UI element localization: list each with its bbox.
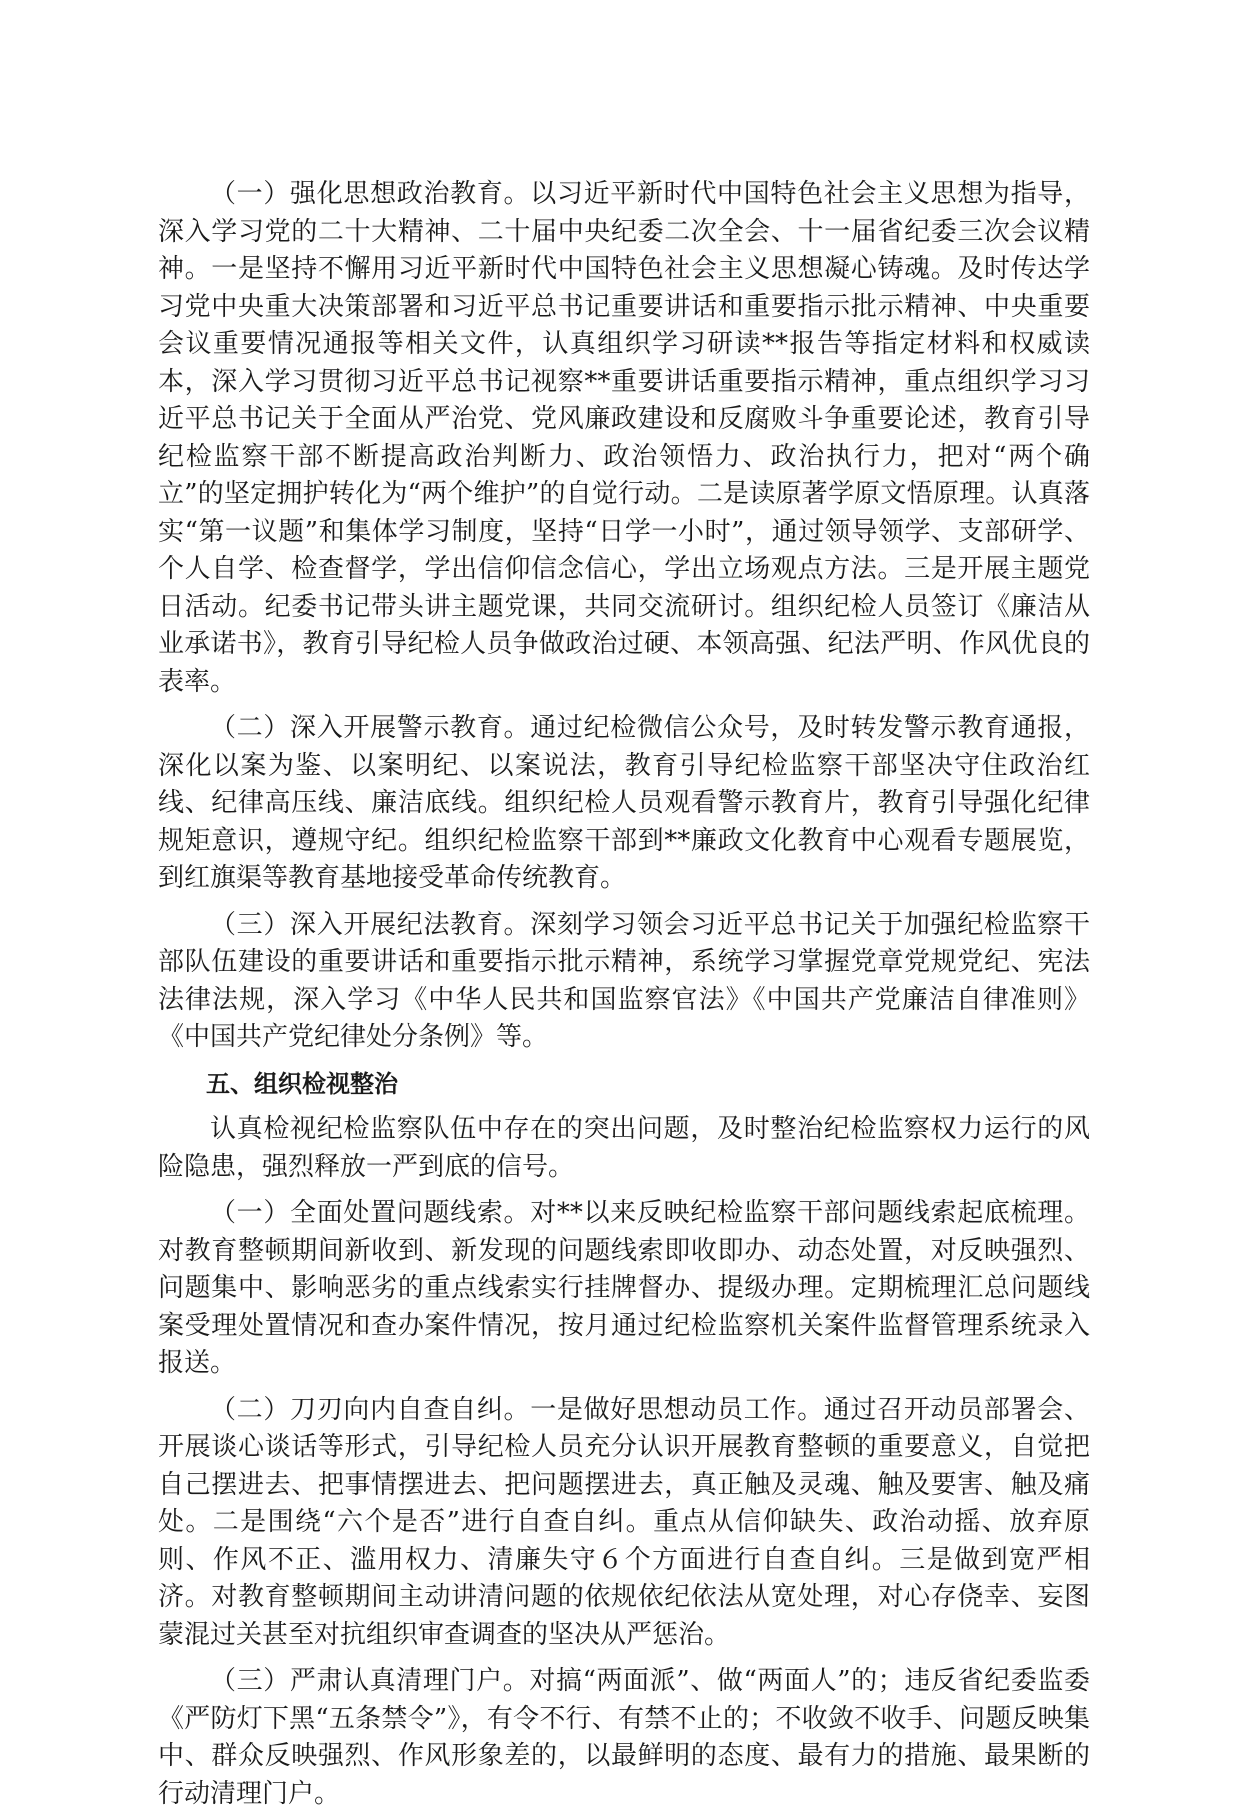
paragraph-ideological-education: （一）强化思想政治教育。以习近平新时代中国特色社会主义思想为指导，深入学习党的二十大精神、二十届中央纪委二次全会、十一届省纪委三次会议精神。一是坚持不懈用习近平新时代中国特色社会主义思想凝心铸魂。及时传达学习党中央重大决策部署和习近平总书记重要讲话和重要指示批示精神、中央重要会议重要情况通报等相关文件，认真组织学习研读**报告等指定材料和权威读本，深入学习贯彻习近平总书记视察**重要讲话重要指示精神，重点组织学习习近平总书记关于全面从严治党、党风廉政建设和反腐败斗争重要论述，教育引导纪检监察干部不断提高政治判断力、政治领悟力、政治执行力，把对“两个确立”的坚定拥护转化为“两个维护”的自觉行动。二是读原著学原文悟原理。认真落实“第一议题”和集体学习制度，坚持“日学一小时”，通过领导领学、支部研学、个人自学、检查督学，学出信仰信念信心，学出立场观点方法。三是开展主题党日活动。纪委书记带头讲主题党课，共同交流研讨。组织纪检人员签订《廉洁从业承诺书》，教育引导纪检人员争做政治过硬、本领高强、纪法严明、作风优良的表率。: [158, 179, 1090, 697]
paragraph-clean-house: （三）严肃认真清理门户。对搞“两面派”、做“两面人”的；违反省纪委监委《严防灯下黑“五条禁令”》，有令不行、有禁不止的；不收敛不收手、问题反映集中、群众反映强烈、作风形象差的，以最鲜明的态度、最有力的措施、最果断的行动清理门户。: [158, 1666, 1090, 1809]
section-heading: 五、组织检视整治: [206, 1069, 398, 1098]
paragraph-handle-clues: （一）全面处置问题线索。对**以来反映纪检监察干部问题线索起底梳理。对教育整顿期间新收到、新发现的问题线索即收即办、动态处置，对反映强烈、问题集中、影响恶劣的重点线索实行挂牌督办、提级办理。定期梳理汇总问题线案受理处置情况和查办案件情况，按月通过纪检监察机关案件监督管理系统录入报送。: [158, 1198, 1090, 1378]
paragraph-warning-education: （二）深入开展警示教育。通过纪检微信公众号，及时转发警示教育通报，深化以案为鉴、以案明纪、以案说法，教育引导纪检监察干部坚决守住政治红线、纪律高压线、廉洁底线。组织纪检人员观看警示教育片，教育引导强化纪律规矩意识，遵规守纪。组织纪检监察干部到**廉政文化教育中心观看专题展览，到红旗渠等教育基地接受革命传统教育。: [158, 713, 1090, 893]
paragraph-discipline-law-education: （三）深入开展纪法教育。深刻学习领会习近平总书记关于加强纪检监察干部队伍建设的重要讲话和重要指示批示精神，系统学习掌握党章党规党纪、宪法法律法规，深入学习《中华人民共和国监察官法》《中国共产党廉洁自律准则》《中国共产党纪律处分条例》等。: [158, 909, 1090, 1052]
paragraph-section-intro: 认真检视纪检监察队伍中存在的突出问题，及时整治纪检监察权力运行的风险隐患，强烈释放一严到底的信号。: [158, 1114, 1090, 1182]
paragraph-self-inspection: （二）刀刃向内自查自纠。一是做好思想动员工作。通过召开动员部署会、开展谈心谈话等形式，引导纪检人员充分认识开展教育整顿的重要意义，自觉把自己摆进去、把事情摆进去、把问题摆进去，真正触及灵魂、触及要害、触及痛处。二是围绕“六个是否”进行自查自纠。重点从信仰缺失、政治动摇、放弃原则、作风不正、滥用权力、清廉失守６个方面进行自查自纠。三是做到宽严相济。对教育整顿期间主动讲清问题的依规依纪依法从宽处理，对心存侥幸、妄图蒙混过关甚至对抗组织审查调查的坚决从严惩治。: [158, 1394, 1090, 1650]
